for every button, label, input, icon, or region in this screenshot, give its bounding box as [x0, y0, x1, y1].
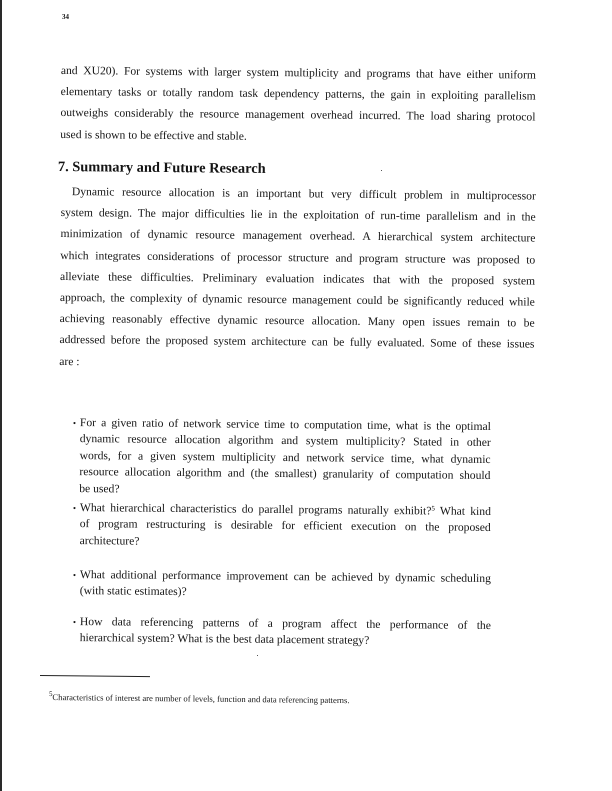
text-line: achieving reasonably effective dynamic resource allocation. Many open issues remain to be: [59, 312, 535, 330]
text-line: be used?: [79, 481, 120, 496]
text-line: are :: [59, 354, 80, 368]
text-line: resource allocation algorithm and (the smallest) granularity of computation should: [79, 465, 491, 483]
footnote: [49, 692, 350, 705]
text-line: approach, the complexity of dynamic resource management could be significantly reduced while: [59, 291, 535, 309]
text-line: and XU20). For systems with larger system multiplicity and programs that have either uniform: [60, 63, 536, 82]
scan-binding-edge: [0, 0, 2, 791]
text-fragment: What kind: [434, 504, 491, 519]
section-heading: 7. Summary and Future Research: [57, 159, 266, 177]
footnote-marker: 5: [48, 690, 53, 699]
text-line: hierarchical system? What is the best data placement strategy?: [79, 631, 370, 648]
issue-item: [72, 415, 491, 501]
issue-item: [73, 614, 491, 651]
text-line: used is shown to be effective and stable.: [60, 127, 247, 143]
intro-paragraph: [60, 60, 536, 149]
bullet-icon: •: [72, 417, 77, 429]
text-line: (with static estimates)?: [79, 584, 187, 599]
issue-item: [73, 567, 491, 604]
text-line: which integrates considerations of processor structure and program structure was proposed to: [60, 248, 536, 267]
footnote-ref: 5: [431, 504, 435, 513]
text-line: architecture?: [79, 533, 140, 548]
scan-speck: [257, 655, 258, 656]
text-line: alleviate these difficulties. Preliminary evaluation indicates that with the proposed system: [60, 269, 536, 288]
text-line: What additional performance improvement can be achieved by dynamic scheduling: [79, 568, 491, 586]
summary-paragraph: [59, 181, 536, 376]
text-line: addressed before the proposed system architecture can be fully evaluated. Some of these issues: [59, 333, 535, 351]
text-line: words, for a given system multiplicity and network service time, what dynamic: [79, 448, 491, 466]
footnote-divider: [40, 675, 150, 677]
bullet-icon: •: [72, 616, 77, 628]
issue-item: [73, 500, 491, 553]
text-fragment: What hierarchical characteristics do parallel programs naturally exhibit?: [79, 501, 432, 518]
text-line: Dynamic resource allocation is an important but very difficult problem in multiprocessor: [71, 185, 536, 203]
text-line: outweighs considerably the resource management overhead incurred. The load sharing protocol: [60, 106, 536, 124]
text-line: For a given ratio of network service time to computation time, what is the optimal: [79, 416, 491, 434]
page-number: 34: [62, 13, 69, 21]
text-line: system design. The major difficulties lie in the exploitation of run-time parallelism and in the: [60, 206, 536, 224]
text-line: How data referencing patterns of a program affect the performance of the: [79, 615, 491, 633]
bullet-icon: •: [72, 569, 77, 581]
text-line: minimization of dynamic resource management overhead. A hierarchical system architecture: [60, 227, 536, 245]
text-line: elementary tasks or totally random task dependency patterns, the gain in exploiting parallelism: [60, 85, 536, 103]
text-line: of program restructuring is desirable for efficient execution on the proposed: [79, 517, 491, 535]
scan-speck: [381, 170, 382, 171]
text-line: dynamic resource allocation algorithm and system multiplicity? Stated in other: [79, 432, 491, 450]
footnote-text: Characteristics of interest are number of levels, function and data referencing patterns.: [52, 692, 350, 706]
bullet-icon: •: [72, 502, 77, 514]
